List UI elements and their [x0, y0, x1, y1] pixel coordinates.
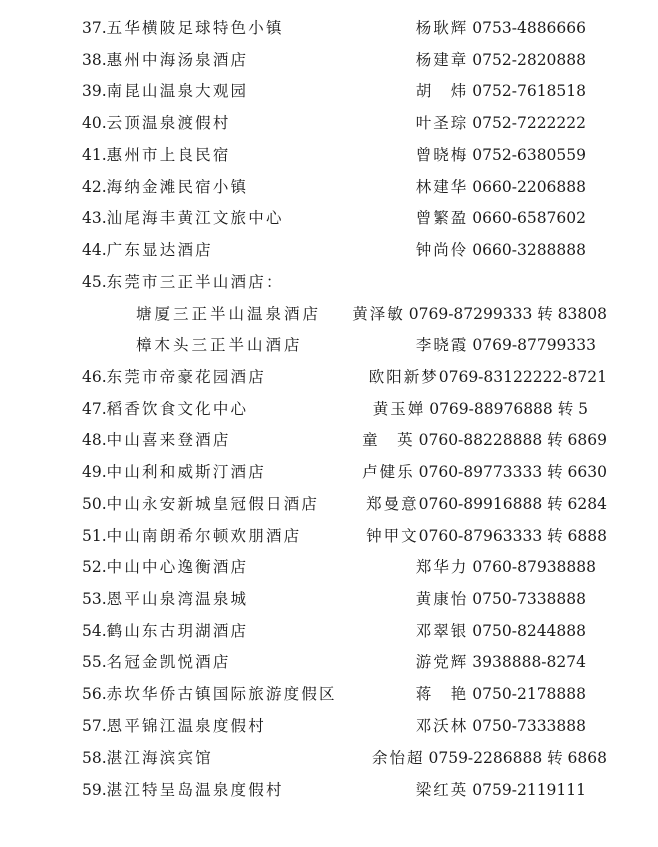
phone-number: 0769-87299333 转 83808 — [408, 305, 607, 323]
phone-number: 0753-4886666 — [472, 19, 586, 37]
list-item — [0, 139, 658, 171]
entry-name: 惠州中海汤泉酒店 — [106, 51, 249, 69]
list-sub-item — [0, 329, 658, 361]
contact-person: 邓翠银 — [415, 622, 469, 640]
entry-name: 广东显达酒店 — [106, 241, 213, 259]
entry-name: 南昆山温泉大观园 — [106, 82, 249, 100]
list-item — [0, 678, 658, 710]
phone-number: 0760-87938888 — [472, 558, 596, 576]
contact-person: 钟甲文 — [366, 527, 419, 545]
entry-number: 44. — [82, 241, 107, 259]
list-item — [0, 361, 658, 393]
contact-person: 林建华 — [415, 178, 469, 196]
list-item — [0, 742, 658, 774]
entry-name: 汕尾海丰黄江文旅中心 — [106, 209, 284, 227]
entry-number: 51. — [82, 527, 107, 545]
entry-number: 55. — [82, 653, 107, 671]
list-item — [0, 44, 658, 76]
entry-name: 中山中心逸衡酒店 — [106, 558, 249, 576]
contact-person: 欧阳新梦 — [368, 368, 439, 386]
entry-number: 42. — [82, 178, 107, 196]
entry-number: 40. — [82, 114, 107, 132]
list-item — [0, 551, 658, 583]
contact-person: 郑华力 — [415, 558, 469, 576]
phone-number: 0660-6587602 — [472, 209, 586, 227]
list-item — [0, 393, 658, 425]
entry-name: 东莞市三正半山酒店： — [106, 273, 284, 291]
entry-name: 赤坎华侨古镇国际旅游度假区 — [106, 685, 337, 703]
contact-person: 童 英 — [362, 431, 415, 449]
entry-number: 41. — [82, 146, 107, 164]
entry-number: 47. — [82, 400, 107, 418]
phone-number: 0769-83122222-8721 — [438, 368, 607, 386]
entry-number: 49. — [82, 463, 107, 481]
list-item — [0, 774, 658, 806]
contact-person: 卢健乐 — [362, 463, 415, 481]
entry-name: 湛江特呈岛温泉度假村 — [106, 781, 284, 799]
contact-person: 杨建章 — [415, 51, 469, 69]
phone-number: 0752-2820888 — [472, 51, 586, 69]
contact-person: 胡 炜 — [415, 82, 469, 100]
phone-number: 0760-89916888 转 6284 — [418, 495, 607, 513]
phone-number: 0660-2206888 — [472, 178, 586, 196]
entry-number: 52. — [82, 558, 107, 576]
list-item — [0, 583, 658, 615]
phone-number: 3938888-8274 — [472, 653, 586, 671]
list-item — [0, 107, 658, 139]
phone-number: 0760-89773333 转 6630 — [418, 463, 607, 481]
entry-name: 中山南朗希尔顿欢朋酒店 — [106, 527, 302, 545]
entry-name: 中山永安新城皇冠假日酒店 — [106, 495, 320, 513]
contact-person: 黄玉婵 — [372, 400, 426, 418]
list-item — [0, 646, 658, 678]
entry-number: 50. — [82, 495, 107, 513]
entry-number: 59. — [82, 781, 107, 799]
phone-number: 0750-7333888 — [472, 717, 586, 735]
entry-number: 58. — [82, 749, 107, 767]
entry-name: 名冠金凯悦酒店 — [106, 653, 231, 671]
phone-number: 0750-8244888 — [472, 622, 586, 640]
entry-name: 塘厦三正半山温泉酒店 — [136, 305, 322, 323]
contact-person: 邓沃林 — [415, 717, 469, 735]
entry-name: 樟木头三正半山酒店 — [136, 336, 303, 354]
contact-person: 蒋 艳 — [415, 685, 469, 703]
entry-number: 57. — [82, 717, 107, 735]
entry-number: 53. — [82, 590, 107, 608]
list-item — [0, 488, 658, 520]
entry-name: 湛江海滨宾馆 — [106, 749, 213, 767]
contact-person: 李晓霞 — [415, 336, 469, 354]
list-item — [0, 202, 658, 234]
entry-name: 鹤山东古玥湖酒店 — [106, 622, 249, 640]
entry-name: 五华横陂足球特色小镇 — [106, 19, 284, 37]
list-item — [0, 710, 658, 742]
list-item — [0, 171, 658, 203]
list-item — [0, 615, 658, 647]
entry-number: 39. — [82, 82, 107, 100]
phone-number: 0760-88228888 转 6869 — [418, 431, 607, 449]
entry-name: 恩平锦江温泉度假村 — [106, 717, 266, 735]
contact-person: 叶圣琮 — [415, 114, 469, 132]
phone-number: 0760-87963333 转 6888 — [418, 527, 607, 545]
contact-person: 曾晓梅 — [415, 146, 469, 164]
contact-person: 游党辉 — [415, 653, 469, 671]
entry-number: 56. — [82, 685, 107, 703]
list-item — [0, 456, 658, 488]
contact-person: 杨耿辉 — [415, 19, 469, 37]
phone-number: 0752-7222222 — [472, 114, 586, 132]
entry-number: 45. — [82, 273, 107, 291]
entry-number: 48. — [82, 431, 107, 449]
phone-number: 0750-7338888 — [472, 590, 586, 608]
entry-name: 海纳金滩民宿小镇 — [106, 178, 249, 196]
contact-person: 黄康怡 — [415, 590, 469, 608]
list-item — [0, 424, 658, 456]
list-item — [0, 520, 658, 552]
contact-person: 黄泽敏 — [352, 305, 405, 323]
contact-person: 郑曼意 — [366, 495, 419, 513]
list-item — [0, 12, 658, 44]
entry-number: 43. — [82, 209, 107, 227]
contact-person: 钟尚伶 — [415, 241, 469, 259]
entry-number: 37. — [82, 19, 107, 37]
entry-name: 恩平山泉湾温泉城 — [106, 590, 249, 608]
phone-number: 0759-2119111 — [472, 781, 586, 799]
phone-number: 0759-2286888 转 6868 — [428, 749, 607, 767]
phone-number: 0750-2178888 — [472, 685, 586, 703]
entry-name: 东莞市帝豪花园酒店 — [106, 368, 266, 386]
entry-name: 云顶温泉渡假村 — [106, 114, 231, 132]
entry-name: 惠州市上良民宿 — [106, 146, 231, 164]
entry-name: 稻香饮食文化中心 — [106, 400, 249, 418]
entry-name: 中山喜来登酒店 — [106, 431, 231, 449]
entry-number: 38. — [82, 51, 107, 69]
list-item — [0, 234, 658, 266]
list-item — [0, 75, 658, 107]
list-item-group-header — [0, 266, 658, 298]
entry-name: 中山利和威斯汀酒店 — [106, 463, 266, 481]
list-sub-item — [0, 298, 658, 330]
phone-number: 0752-7618518 — [472, 82, 586, 100]
contact-person: 曾繁盈 — [415, 209, 469, 227]
phone-number: 0752-6380559 — [472, 146, 586, 164]
entry-number: 46. — [82, 368, 107, 386]
contact-person: 余怡超 — [371, 749, 425, 767]
entry-number: 54. — [82, 622, 107, 640]
phone-number: 0660-3288888 — [472, 241, 586, 259]
contact-person: 梁红英 — [415, 781, 469, 799]
phone-number: 0769-87799333 — [472, 336, 596, 354]
phone-number: 0769-88976888 转 5 — [429, 400, 588, 418]
